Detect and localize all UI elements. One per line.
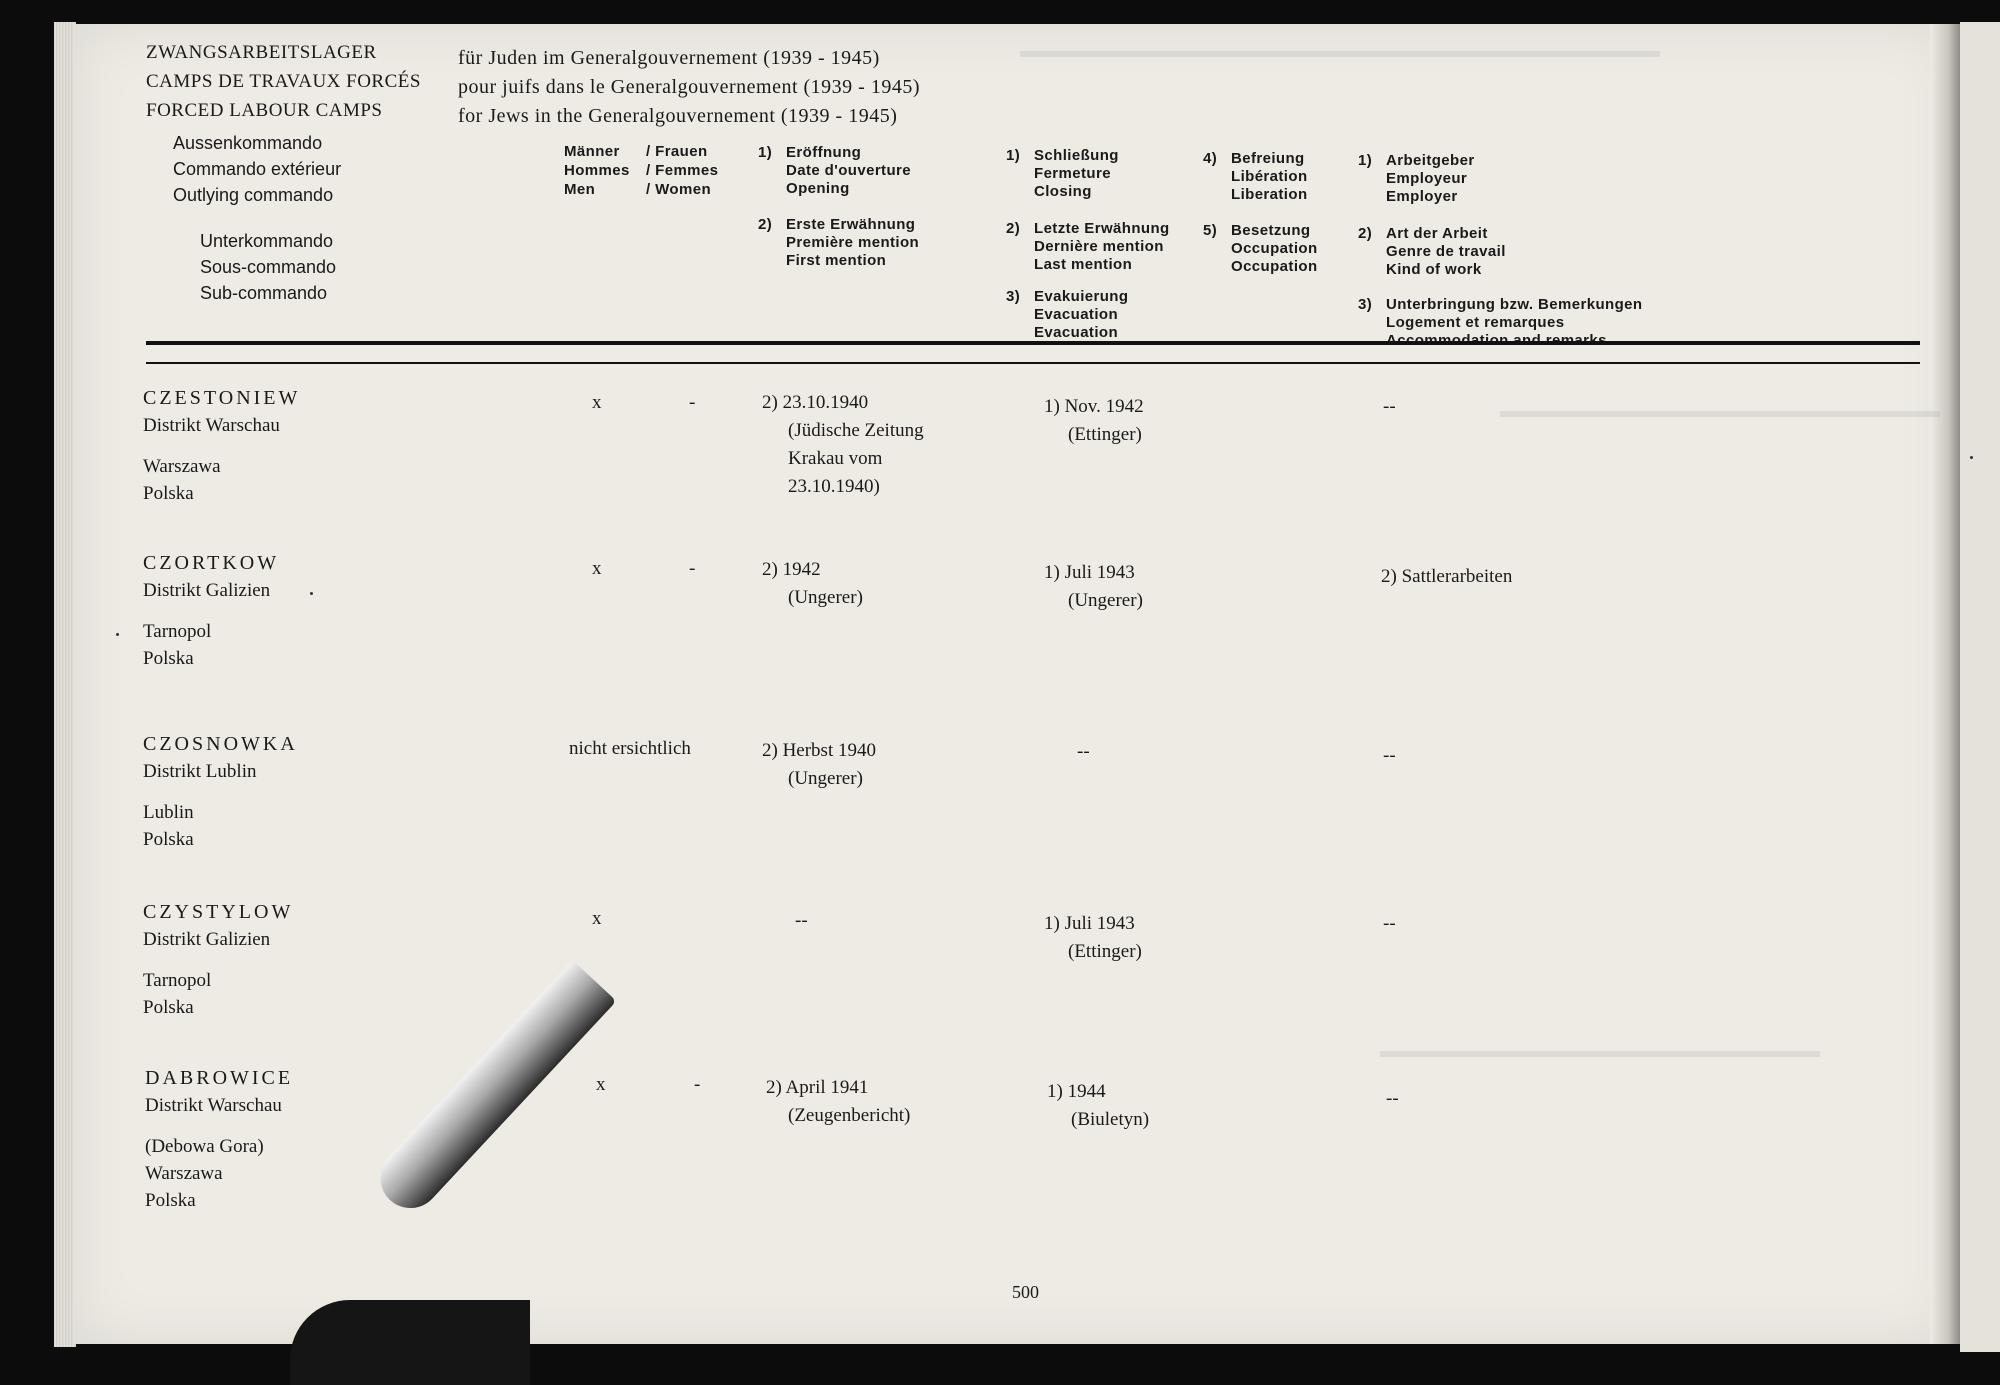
- heading-opening: [758, 144, 911, 198]
- gender-women-en: / Women: [646, 181, 712, 198]
- aussenkommando-en: Outlying commando: [173, 185, 334, 205]
- title-fr: CAMPS DE TRAVAUX FORCÉS: [146, 71, 421, 92]
- heading-text: Genre de travail: [1386, 243, 1506, 260]
- women-mark: -: [689, 558, 696, 579]
- heading-text: Dernière mention: [1034, 238, 1164, 255]
- heading-text: Occupation: [1231, 240, 1318, 257]
- page-stack-edge: [54, 22, 76, 1347]
- title-en: FORCED LABOUR CAMPS: [146, 100, 383, 121]
- heading-number: 1): [758, 144, 773, 161]
- heading-employer: [1358, 152, 1475, 206]
- employer-cell: --: [1383, 913, 1396, 934]
- opening-line: (Ungerer): [788, 587, 863, 608]
- gender-men-en: Men: [564, 181, 596, 198]
- unterkommando-de: Unterkommando: [200, 231, 334, 251]
- subtitle-en: for Jews in the Generalgouvernement (1939 - 1945): [458, 105, 898, 127]
- camp-name: DABROWICE: [145, 1067, 294, 1089]
- closing-line: 1) Nov. 1942: [1044, 396, 1144, 417]
- closing-cell: [1044, 393, 1144, 449]
- heading-occupation: [1203, 222, 1318, 276]
- country: Polska: [145, 1190, 196, 1211]
- country: Polska: [143, 483, 194, 504]
- speck: [116, 633, 119, 636]
- closing-line: (Biuletyn): [1071, 1109, 1150, 1130]
- gender-cell: nicht ersichtlich: [569, 738, 691, 759]
- entry-czosnowka-place: [143, 731, 298, 853]
- bleed-through: ▬▬▬▬▬▬▬▬▬▬▬▬▬▬▬▬▬▬▬▬▬▬: [1380, 1040, 1820, 1062]
- gender-women-de: / Frauen: [646, 143, 708, 160]
- bleed-through: ▬▬▬▬▬▬▬▬▬▬▬▬▬▬▬▬▬▬▬▬▬▬▬▬▬▬▬▬▬▬▬▬: [1020, 40, 1660, 62]
- header-rule-thick: [146, 341, 1920, 345]
- heading-text: Letzte Erwähnung: [1034, 220, 1170, 237]
- opening-line: 23.10.1940): [788, 476, 880, 497]
- speck: [310, 592, 313, 595]
- district: Distrikt Galizien: [143, 580, 271, 601]
- header-rule-thin: [146, 362, 1920, 364]
- book-gutter: [1930, 24, 1960, 1344]
- men-mark: x: [592, 558, 602, 579]
- heading-text: Evacuation: [1034, 324, 1119, 341]
- heading-text: Occupation: [1231, 258, 1318, 275]
- heading-text: Date d'ouverture: [786, 162, 911, 179]
- heading-text: Besetzung: [1231, 222, 1311, 239]
- kind-of-work-cell: 2) Sattlerarbeiten: [1381, 566, 1513, 587]
- heading-text: Unterbringung bzw. Bemerkungen: [1386, 296, 1643, 313]
- entry-czestoniew-place: [143, 385, 300, 507]
- heading-text: Eröffnung: [786, 144, 862, 161]
- employer-cell: --: [1383, 745, 1396, 766]
- district: Distrikt Warschau: [143, 415, 280, 436]
- city: Warszawa: [143, 456, 221, 477]
- heading-text: Fermeture: [1034, 165, 1111, 182]
- camp-name: CZORTKOW: [143, 552, 280, 574]
- entry-dabrowice-place: [145, 1065, 293, 1214]
- opening-line: (Ungerer): [788, 768, 863, 789]
- heading-text: Employer: [1386, 188, 1458, 205]
- subtitle-block: [458, 44, 920, 131]
- heading-text: Kind of work: [1386, 261, 1482, 278]
- heading-number: 2): [758, 216, 773, 233]
- opening-cell: [762, 556, 863, 612]
- country: Polska: [143, 997, 194, 1018]
- heading-text: Libération: [1231, 168, 1308, 185]
- heading-text: Evacuation: [1034, 306, 1119, 323]
- city: Tarnopol: [143, 621, 212, 642]
- stylus-holder: [290, 1300, 530, 1385]
- opening-cell: [762, 737, 876, 793]
- women-mark: -: [694, 1074, 701, 1095]
- title-block: [146, 38, 421, 125]
- speck: [1970, 456, 1973, 459]
- city: Lublin: [143, 802, 194, 823]
- heading-text: Befreiung: [1231, 150, 1305, 167]
- closing-line: (Ettinger): [1068, 424, 1142, 445]
- men-mark: x: [592, 392, 602, 413]
- district: Distrikt Warschau: [145, 1095, 282, 1116]
- employer-cell: --: [1383, 396, 1396, 417]
- heading-number: 2): [1358, 225, 1373, 242]
- closing-cell: --: [1077, 741, 1090, 762]
- closing-line: 1) Juli 1943: [1044, 562, 1135, 583]
- unterkommando-label: [200, 228, 336, 306]
- country: Polska: [143, 829, 194, 850]
- unterkommando-fr: Sous-commando: [200, 257, 337, 277]
- heading-last-mention: [1006, 220, 1170, 274]
- opening-cell: [762, 389, 924, 501]
- page-number: 500: [1012, 1282, 1039, 1302]
- opening-cell: --: [795, 910, 808, 931]
- heading-text: Erste Erwähnung: [786, 216, 916, 233]
- aussenkommando-fr: Commando extérieur: [173, 159, 342, 179]
- opening-line: (Zeugenbericht): [788, 1105, 911, 1126]
- subtitle-fr: pour juifs dans le Generalgouvernement (1939 - 1945): [458, 76, 920, 98]
- heading-text: Première mention: [786, 234, 920, 251]
- closing-line: (Ungerer): [1068, 590, 1143, 611]
- heading-number: 3): [1358, 296, 1373, 313]
- district: Distrikt Galizien: [143, 929, 271, 950]
- camp-name: CZYSTYLOW: [143, 901, 294, 923]
- facing-page-edge: [1960, 22, 2000, 1352]
- opening-line: 2) 1942: [762, 559, 821, 580]
- closing-cell: [1044, 559, 1143, 615]
- heading-first-mention: [758, 216, 919, 270]
- entry-czystylow-place: [143, 899, 293, 1021]
- title-de: ZWANGSARBEITSLAGER: [146, 42, 377, 63]
- closing-cell: [1044, 910, 1142, 966]
- heading-closing: [1006, 147, 1119, 201]
- gender-heading: [564, 142, 718, 199]
- heading-number: 5): [1203, 222, 1218, 239]
- gender-men-de: Männer: [564, 143, 620, 160]
- heading-number: 2): [1006, 220, 1021, 237]
- heading-text: Liberation: [1231, 186, 1308, 203]
- district: Distrikt Lublin: [143, 761, 257, 782]
- subtitle-de: für Juden im Generalgouvernement (1939 - 1945): [458, 47, 880, 69]
- men-mark: x: [596, 1074, 606, 1095]
- heading-text: Evakuierung: [1034, 288, 1129, 305]
- heading-text: Schließung: [1034, 147, 1119, 164]
- heading-text: Arbeitgeber: [1386, 152, 1475, 169]
- heading-number: 4): [1203, 150, 1218, 167]
- camp-name: CZESTONIEW: [143, 387, 301, 409]
- heading-text: Employeur: [1386, 170, 1468, 187]
- opening-line: 2) 23.10.1940: [762, 392, 869, 413]
- heading-evacuation: [1006, 288, 1128, 342]
- opening-line: 2) April 1941: [766, 1077, 869, 1098]
- employer-cell: --: [1386, 1088, 1399, 1109]
- closing-line: (Ettinger): [1068, 941, 1142, 962]
- heading-text: Logement et remarques: [1386, 314, 1565, 331]
- opening-line: (Jüdische Zeitung: [788, 420, 924, 441]
- heading-text: Closing: [1034, 183, 1092, 200]
- heading-text: Art der Arbeit: [1386, 225, 1488, 242]
- closing-line: 1) 1944: [1047, 1081, 1106, 1102]
- gender-men-fr: Hommes: [564, 162, 630, 179]
- heading-number: 1): [1006, 147, 1021, 164]
- aussenkommando-label: [173, 130, 341, 208]
- heading-liberation: [1203, 150, 1308, 204]
- camp-name: CZOSNOWKA: [143, 733, 298, 755]
- aussenkommando-de: Aussenkommando: [173, 133, 323, 153]
- opening-line: 2) Herbst 1940: [762, 740, 876, 761]
- closing-line: 1) Juli 1943: [1044, 913, 1135, 934]
- opening-cell: [766, 1074, 910, 1130]
- men-mark: x: [592, 908, 602, 929]
- heading-number: 1): [1358, 152, 1373, 169]
- unterkommando-en: Sub-commando: [200, 283, 328, 303]
- opening-line: Krakau vom: [788, 448, 883, 469]
- closing-cell: [1047, 1078, 1149, 1134]
- heading-text: First mention: [786, 252, 887, 269]
- country: Polska: [143, 648, 194, 669]
- bleed-through: ▬▬▬▬▬▬▬▬▬▬▬▬▬▬▬▬▬▬▬▬▬▬: [1500, 400, 1940, 422]
- entry-czortkow-place: [143, 550, 279, 672]
- city: Tarnopol: [143, 970, 212, 991]
- heading-kind-of-work: [1358, 225, 1506, 279]
- women-mark: -: [689, 392, 696, 413]
- heading-text: Last mention: [1034, 256, 1133, 273]
- gender-women-fr: / Femmes: [646, 162, 719, 179]
- heading-text: Opening: [786, 180, 850, 197]
- heading-number: 3): [1006, 288, 1021, 305]
- city: Warszawa: [145, 1163, 223, 1184]
- alt-name: (Debowa Gora): [145, 1136, 264, 1157]
